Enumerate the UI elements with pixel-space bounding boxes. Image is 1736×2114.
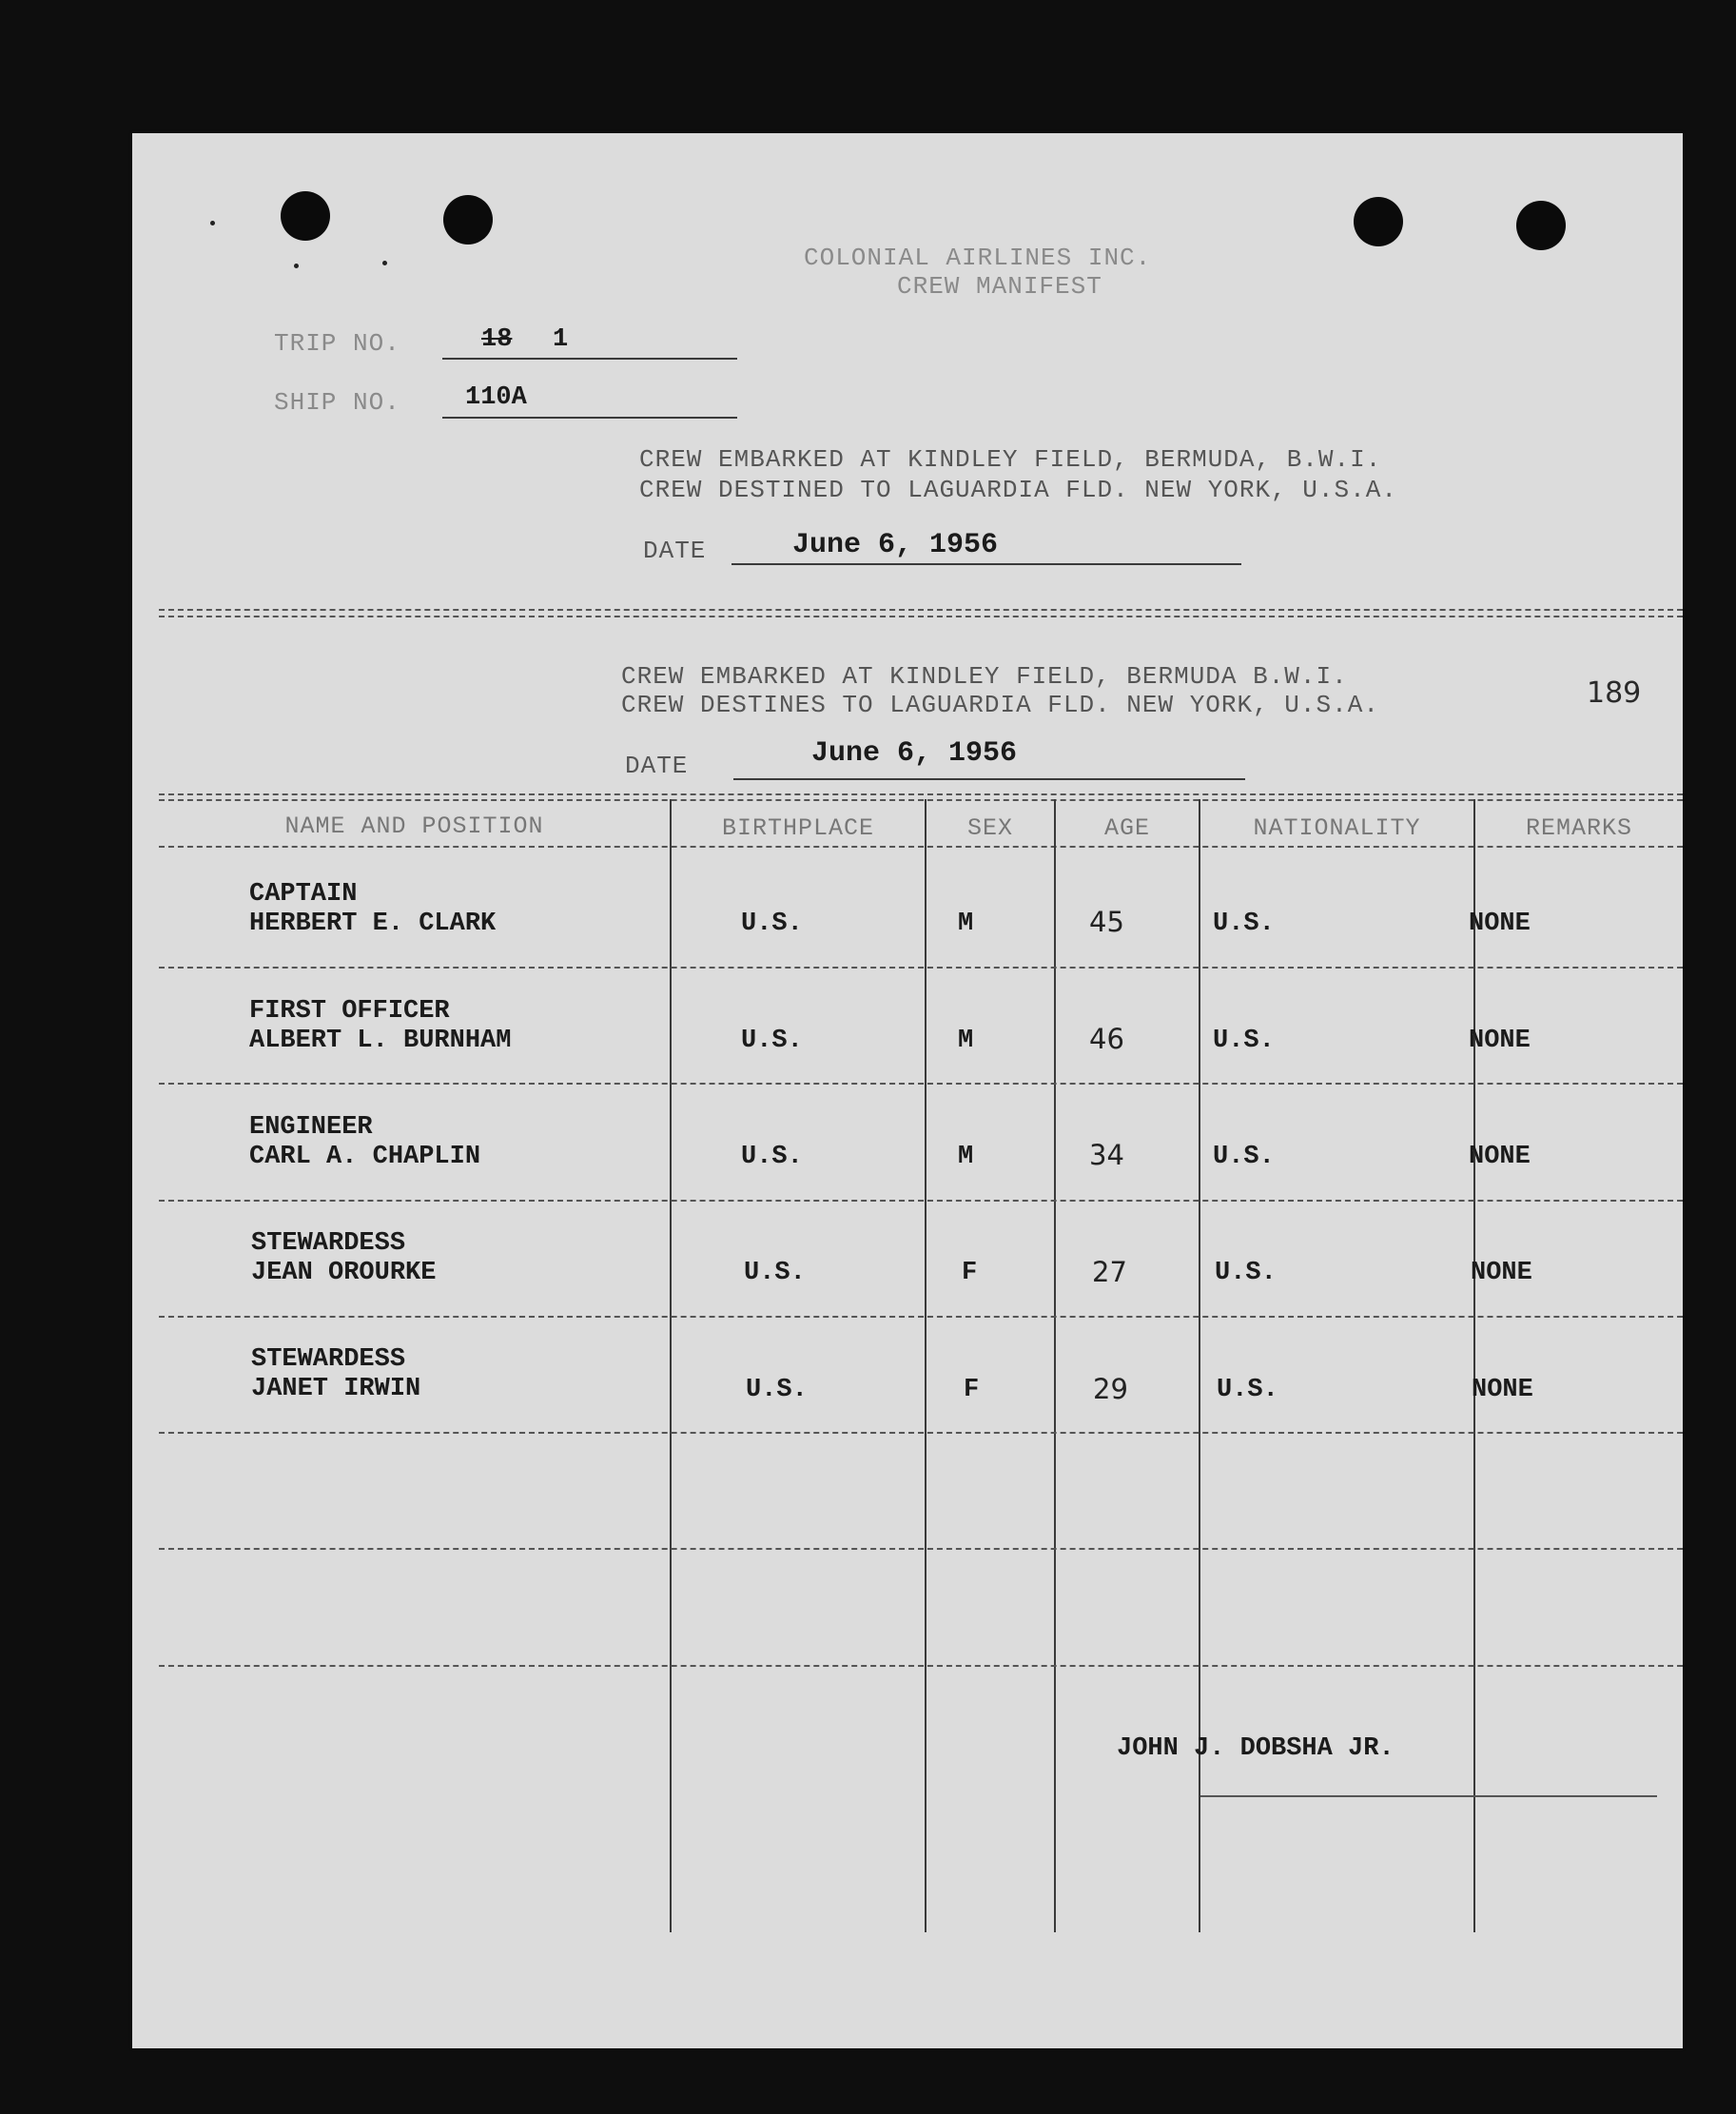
row-divider [159, 967, 1683, 969]
trip-underline [442, 358, 737, 360]
date-underline [733, 778, 1245, 780]
age: 45 [1089, 906, 1124, 938]
punch-hole [443, 195, 493, 245]
sex: M [958, 910, 974, 938]
sex: F [964, 1376, 980, 1404]
company-name: COLONIAL AIRLINES INC. [804, 244, 1152, 272]
crew-name: CARL A. CHAPLIN [249, 1143, 481, 1171]
birthplace: U.S. [741, 1027, 803, 1055]
ship-value: 110A [465, 383, 527, 412]
row-divider [159, 1432, 1683, 1434]
remarks: NONE [1472, 1376, 1533, 1404]
age: 27 [1092, 1256, 1127, 1288]
row-divider [159, 1548, 1683, 1550]
form-title: CREW MANIFEST [897, 272, 1102, 301]
signatory-name: JOHN J. DOBSHA JR. [1117, 1734, 1395, 1763]
date-label: DATE [625, 752, 689, 780]
crew-position: STEWARDESS [251, 1345, 406, 1374]
table-top-border [159, 799, 1683, 801]
col-header-name: NAME AND POSITION [284, 812, 544, 840]
destined-line: CREW DESTINED TO LAGUARDIA FLD. NEW YORK, U.S.A. [639, 476, 1397, 504]
date-label: DATE [643, 537, 707, 565]
column-divider [1054, 799, 1056, 1932]
trip-label: TRIP NO. [274, 329, 400, 358]
row-divider [159, 1083, 1683, 1085]
date-value: June 6, 1956 [792, 529, 999, 561]
crew-position: FIRST OFFICER [249, 997, 450, 1026]
embarked-line: CREW EMBARKED AT KINDLEY FIELD, BERMUDA B.W.I. [621, 662, 1348, 691]
separator-line [159, 616, 1683, 617]
crew-name: ALBERT L. BURNHAM [249, 1027, 512, 1055]
trip-value-struck: 18 [481, 325, 513, 354]
sex: M [958, 1027, 974, 1055]
ship-label: SHIP NO. [274, 388, 400, 417]
ship-underline [442, 417, 737, 419]
crew-name: JEAN OROURKE [251, 1259, 437, 1287]
column-divider [1473, 799, 1475, 1932]
date-value: June 6, 1956 [811, 737, 1018, 770]
punch-hole [1354, 197, 1403, 246]
remarks: NONE [1469, 910, 1531, 938]
col-header-nationality: NATIONALITY [1253, 814, 1421, 842]
birthplace: U.S. [741, 910, 803, 938]
separator-line [159, 609, 1683, 611]
row-divider [159, 1200, 1683, 1202]
manifest-sheet [132, 133, 1683, 2048]
destined-line: CREW DESTINES TO LAGUARDIA FLD. NEW YORK, U.S.A. [621, 691, 1379, 719]
speck [294, 264, 299, 268]
remarks: NONE [1469, 1027, 1531, 1055]
row-divider [159, 1316, 1683, 1318]
age: 34 [1089, 1139, 1124, 1171]
nationality: U.S. [1213, 1143, 1275, 1171]
remarks: NONE [1471, 1259, 1532, 1287]
nationality: U.S. [1217, 1376, 1278, 1404]
crew-position: CAPTAIN [249, 880, 358, 909]
signature-line [1200, 1795, 1657, 1797]
table-top-border [159, 793, 1683, 795]
crew-name: HERBERT E. CLARK [249, 910, 497, 938]
column-divider [670, 799, 672, 1932]
date-underline [731, 563, 1241, 565]
birthplace: U.S. [746, 1376, 808, 1404]
col-header-birthplace: BIRTHPLACE [721, 814, 875, 842]
table-bottom-border [159, 1665, 1683, 1667]
speck [382, 261, 387, 265]
col-header-sex: SEX [966, 814, 1013, 842]
remarks: NONE [1469, 1143, 1531, 1171]
trip-value: 1 [553, 325, 569, 354]
header-bottom-border [159, 846, 1683, 848]
sex: F [962, 1259, 978, 1287]
nationality: U.S. [1213, 910, 1275, 938]
crew-name: JANET IRWIN [251, 1375, 421, 1403]
age: 29 [1093, 1373, 1128, 1405]
embarked-line: CREW EMBARKED AT KINDLEY FIELD, BERMUDA, B.W.I. [639, 445, 1382, 474]
age: 46 [1089, 1023, 1124, 1055]
page-number: 189 [1587, 676, 1642, 710]
nationality: U.S. [1213, 1027, 1275, 1055]
punch-hole [281, 191, 330, 241]
birthplace: U.S. [741, 1143, 803, 1171]
nationality: U.S. [1215, 1259, 1277, 1287]
column-divider [925, 799, 927, 1932]
col-header-remarks: REMARKS [1525, 814, 1633, 842]
speck [210, 221, 215, 225]
crew-position: STEWARDESS [251, 1229, 406, 1258]
birthplace: U.S. [744, 1259, 806, 1287]
punch-hole [1516, 201, 1566, 250]
sex: M [958, 1143, 974, 1171]
crew-position: ENGINEER [249, 1113, 373, 1142]
col-header-age: AGE [1103, 814, 1150, 842]
